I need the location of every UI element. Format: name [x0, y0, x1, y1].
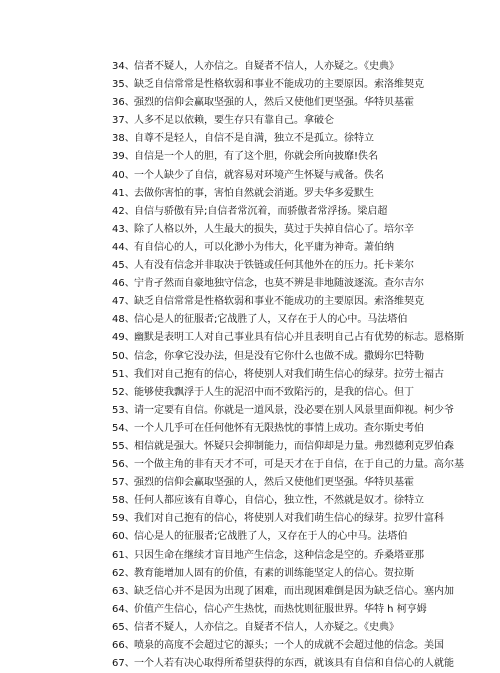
quote-line — [112, 112, 497, 130]
quote-text: 有自信心的人，可以化渺小为伟大，化平庸为神奇。萧伯纳 — [134, 241, 394, 253]
quote-line — [112, 275, 497, 293]
quote-text: 只因生命在继续才盲目地产生信念，这种信念是空的。乔桑塔亚那 — [134, 549, 424, 561]
quote-text: 喷泉的高度不会超过它的源头；一个人的成就不会超过他的信念。美国 — [134, 640, 444, 651]
quote-number: 41、 — [112, 187, 135, 199]
quote-text: 强烈的信仰会赢取坚强的人，然后又使他们更坚强。华特贝基霍 — [134, 477, 414, 489]
quote-line — [112, 221, 497, 239]
quote-text: 信心是人的征服者;它战胜了人，又存在于人的心中。马法塔伯 — [134, 314, 408, 326]
quote-list — [112, 58, 497, 673]
quote-text: 强烈的信仰会赢取坚强的人，然后又使他们更坚强。华特贝基霍 — [134, 97, 414, 109]
quote-number: 53、 — [112, 404, 135, 416]
quote-text: 信者不疑人，人亦信之。自疑者不信人，人亦疑之。《史典》 — [134, 621, 399, 633]
quote-line — [112, 348, 497, 366]
quote-line — [112, 239, 497, 257]
quote-text: 缺乏自信常常是性格软弱和事业不能成功的主要原因。索洛维契克 — [134, 79, 424, 91]
quote-number: 46、 — [112, 278, 135, 290]
quote-number: 35、 — [112, 79, 135, 91]
quote-number: 61、 — [112, 549, 135, 561]
quote-line — [112, 58, 497, 76]
quote-number: 54、 — [112, 422, 135, 434]
quote-number: 56、 — [112, 459, 135, 471]
quote-text: 相信就是强大。怀疑只会抑制能力，而信仰却是力量。弗烈德利克罗伯森 — [134, 440, 454, 452]
quote-line — [112, 637, 497, 655]
quote-line — [112, 76, 497, 94]
quote-line — [112, 402, 497, 420]
quote-line — [112, 167, 497, 185]
quote-number: 43、 — [112, 223, 135, 235]
quote-text: 自信与骄傲有异;自信者常沉着，而骄傲者常浮扬。梁启超 — [134, 205, 388, 217]
quote-number: 67、 — [112, 658, 135, 670]
quote-line — [112, 130, 497, 148]
quote-line — [112, 311, 497, 329]
quote-number: 65、 — [112, 621, 135, 633]
quote-text: 缺乏信心并不是因为出现了困难，而出现困难倒是因为缺乏信心。塞内加 — [134, 585, 454, 597]
quote-line — [112, 329, 497, 347]
quote-line — [112, 583, 497, 601]
quote-number: 64、 — [112, 603, 135, 615]
quote-text: 信心是人的征服者;它战胜了人，又存在于人的心中马。法塔伯 — [134, 531, 408, 543]
quote-number: 58、 — [112, 495, 135, 507]
quote-line — [112, 420, 497, 438]
quote-number: 60、 — [112, 531, 135, 543]
quote-line — [112, 474, 497, 492]
quote-text: 信者不疑人，人亦信之。自疑者不信人，人亦疑之。《史典》 — [134, 61, 399, 72]
quote-text: 人有没有信念并非取决于铁链或任何其他外在的压力。托卡莱尔 — [134, 260, 414, 272]
quote-line — [112, 510, 497, 528]
quote-number: 34、 — [112, 61, 135, 72]
quote-text: 请一定要有自信。你就是一道风景，没必要在别人风景里面仰视。柯少爷 — [134, 404, 454, 416]
quote-text: 人多不足以依赖，要生存只有靠自己。拿破仑 — [134, 115, 334, 127]
quote-number: 49、 — [112, 332, 135, 344]
quote-line — [112, 366, 497, 384]
quote-line — [112, 528, 497, 546]
quote-line — [112, 94, 497, 112]
quote-line — [112, 601, 497, 619]
quote-text: 宁肯孑然而自豪地独守信念，也莫不辨是非地随波逐流。查尔吉尔 — [134, 278, 424, 290]
quote-text: 我们对自己抱有的信心，将使别人对我们萌生信心的绿芽。拉罗什富科 — [134, 513, 444, 525]
quote-text: 去做你害怕的事，害怕自然就会消逝。罗夫华多爱默生 — [134, 187, 374, 199]
quote-line — [112, 619, 497, 637]
quote-number: 57、 — [112, 477, 135, 489]
quote-number: 38、 — [112, 133, 135, 145]
quote-number: 39、 — [112, 151, 135, 163]
quote-text: 能够使我飘浮于人生的泥沼中而不致陷污的，是我的信心。但丁 — [134, 386, 414, 398]
quote-line — [112, 203, 497, 221]
quote-text: 价值产生信心，信心产生热忱，而热忱则征服世界。华特 h 柯亨姆 — [134, 603, 427, 615]
quote-number: 50、 — [112, 350, 135, 362]
quote-number: 63、 — [112, 585, 135, 597]
quote-number: 47、 — [112, 296, 135, 308]
quote-line — [112, 438, 497, 456]
quote-line — [112, 565, 497, 583]
quote-number: 37、 — [112, 115, 135, 127]
quote-line — [112, 492, 497, 510]
quote-number: 42、 — [112, 205, 135, 217]
quote-line — [112, 384, 497, 402]
quote-number: 52、 — [112, 386, 135, 398]
quote-number: 51、 — [112, 368, 135, 380]
quote-text: 缺乏自信常常是性格软弱和事业不能成功的主要原因。索洛维契克 — [134, 296, 424, 308]
quote-line — [112, 148, 497, 166]
quote-number: 36、 — [112, 97, 135, 109]
quote-line — [112, 655, 497, 673]
quote-line — [112, 257, 497, 275]
quote-number: 44、 — [112, 241, 135, 253]
quote-text: 除了人格以外，人生最大的损失，莫过于失掉自信心了。培尔辛 — [134, 223, 414, 235]
quote-line — [112, 293, 497, 311]
quote-text: 任何人都应该有自尊心，自信心，独立性，不然就是奴才。徐特立 — [134, 495, 424, 507]
quote-line — [112, 547, 497, 565]
quote-text: 幽默是表明工人对自己事业具有信心并且表明自己占有优势的标志。恩格斯 — [134, 332, 464, 344]
quote-number: 55、 — [112, 440, 135, 452]
quote-number: 40、 — [112, 169, 135, 181]
quote-text: 教育能增加人固有的价值，有素的训练能坚定人的信心。贺拉斯 — [134, 567, 414, 579]
quote-text: 一个人缺少了自信，就容易对环境产生怀疑与戒备。佚名 — [134, 169, 384, 181]
quote-text: 一个做主角的非有天才不可，可是天才在于自信，在于自己的力量。高尔基 — [134, 459, 464, 471]
quote-number: 66、 — [112, 640, 135, 651]
quote-text: 一个人几乎可在任何他怀有无限热忱的事情上成功。查尔斯史考伯 — [134, 422, 424, 434]
quote-text: 自尊不是轻人，自信不是自满，独立不是孤立。徐特立 — [134, 133, 374, 145]
quote-number: 48、 — [112, 314, 135, 326]
quote-text: 自信是一个人的胆，有了这个胆，你就会所向披靡!佚名 — [134, 151, 379, 163]
quote-text: 一个人若有决心取得所希望获得的东西，就该具有自信和自信心的人就能 — [134, 658, 454, 670]
quote-line — [112, 456, 497, 474]
quote-number: 62、 — [112, 567, 135, 579]
quote-number: 59、 — [112, 513, 135, 525]
quote-text: 我们对自己抱有的信心，将使别人对我们萌生信心的绿芽。拉劳士福古 — [134, 368, 444, 380]
quote-text: 信念，你拿它没办法，但是没有它你什么也做不成。撒姆尔巴特勒 — [134, 350, 424, 362]
quote-number: 45、 — [112, 260, 135, 272]
quote-line — [112, 185, 497, 203]
